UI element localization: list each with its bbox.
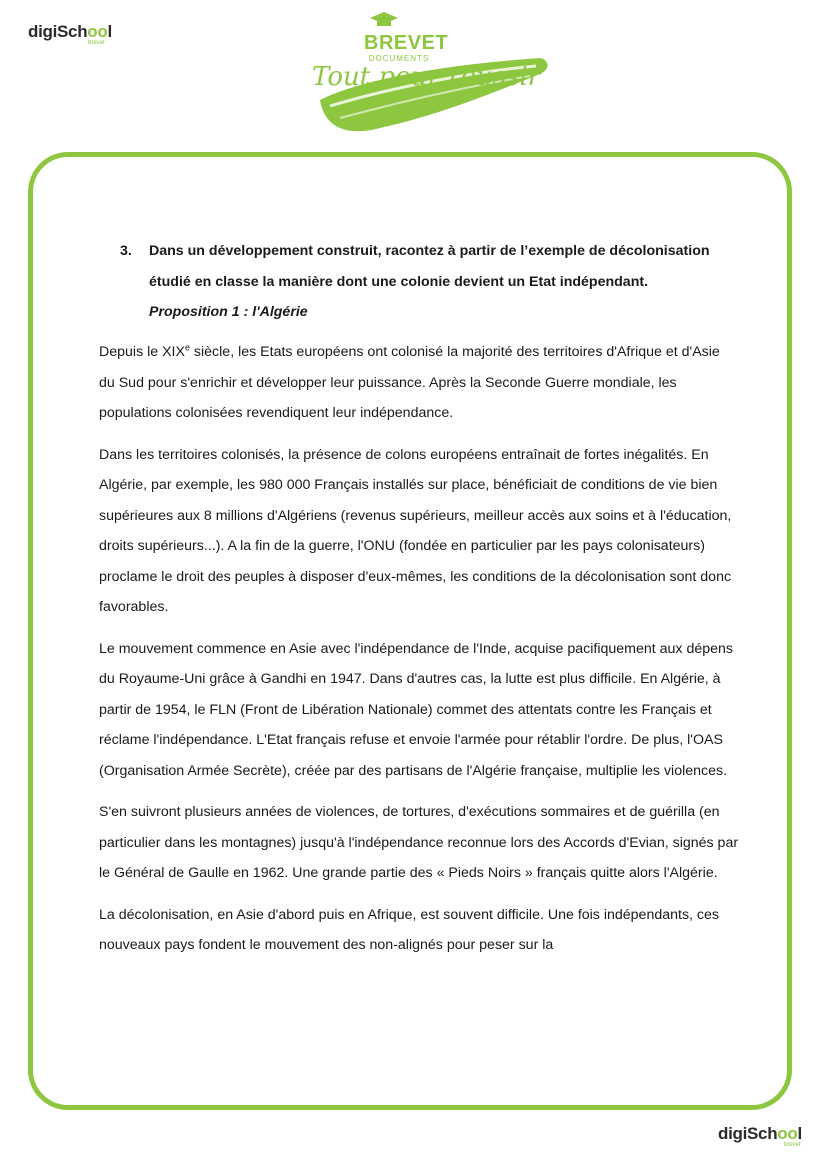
brevet-banner <box>300 10 560 145</box>
question-text: Dans un développement construit, racontez à partir de l’exemple de décolonisation étudié en classe la manière dont une colonie devient un Etat indépendant. <box>149 243 710 290</box>
logo-text-oo: oo <box>87 22 108 41</box>
question-number: 3. <box>120 243 132 259</box>
paragraph-4: S'en suivront plusieurs années de violences, de tortures, d'exécutions sommaires et de guérilla (en particulier dans les montagnes) jusqu'à l'indépendance reconnue lors des Accords d'Evian, signés par le Général de Gaulle en 1962. Une grande partie des « Pieds Noirs » français quitte alors l'Algérie. <box>99 804 739 881</box>
paragraph-1-start: Depuis le XIX <box>99 344 185 360</box>
paragraph-3: Le mouvement commence en Asie avec l'indépendance de l'Inde, acquise pacifiquement aux dépens du Royaume-Uni grâce à Gandhi en 1947. Dans d'autres cas, la lutte est plus difficile. En Algérie, à partir de 1954, le FLN (Front de Libération Nationale) commet des attentats contre les Français et réclame l'indépendance. L'Etat français refuse et envoie l'armée pour rétablir l'ordre. De plus, l'OAS (Organisation Armée Secrète), créée par des partisans de l'Algérie française, multiplie les violences. <box>99 640 734 779</box>
paragraph-1 <box>99 337 739 429</box>
paragraph-5: La décolonisation, en Asie d'abord puis en Afrique, est souvent difficile. Une fois indépendants, ces nouveaux pays fondent le mouvement des non-alignés pour peser sur la <box>99 906 720 953</box>
banner-slogan: Tout pour réussir <box>312 62 541 92</box>
paragraph-2: Dans les territoires colonisés, la présence de colons européens entraînait de fortes inégalités. En Algérie, par exemple, les 980 000 Français installés sur place, bénéficiait de conditions de vie bien supérieures aux 8 millions d'Algériens (revenus supérieurs, meilleur accès aux soins et à l'éducation, droits supérieurs...). A la fin de la guerre, l'ONU (fondée en particulier par les pays colonisateurs) proclame le droit des peuples à disposer d'eux-mêmes, les conditions de la décolonisation sont donc favorables. <box>99 446 732 615</box>
logo-text-start: digiSch <box>28 22 88 41</box>
graduation-cap-icon <box>370 12 398 26</box>
banner-title: BREVET <box>364 32 449 54</box>
digischool-logo-footer <box>718 1124 802 1148</box>
footer-logo-text-start: digiSch <box>718 1124 778 1143</box>
answer-body <box>99 337 739 972</box>
digischool-logo <box>28 22 112 46</box>
banner-subtitle: DOCUMENTS <box>368 54 430 63</box>
proposition-title: Proposition 1 : l'Algérie <box>149 304 308 320</box>
paragraph-1-rest: siècle, les Etats européens ont colonisé la majorité des territoires d'Afrique et d'Asie du Sud pour s'enrichir et développer leur puissance. Après la Seconde Guerre mondiale, les populations colonisées revendiquent leur indépendance. <box>99 344 720 421</box>
logo-text-end: l <box>107 22 112 41</box>
footer-logo-text-oo: oo <box>777 1124 798 1143</box>
footer-logo-text-end: l <box>797 1124 802 1143</box>
logo-subtitle: brevet <box>88 40 105 46</box>
century-superscript: e <box>184 342 190 353</box>
question-text-block <box>149 236 749 328</box>
footer-logo-subtitle: brevet <box>784 1142 801 1148</box>
